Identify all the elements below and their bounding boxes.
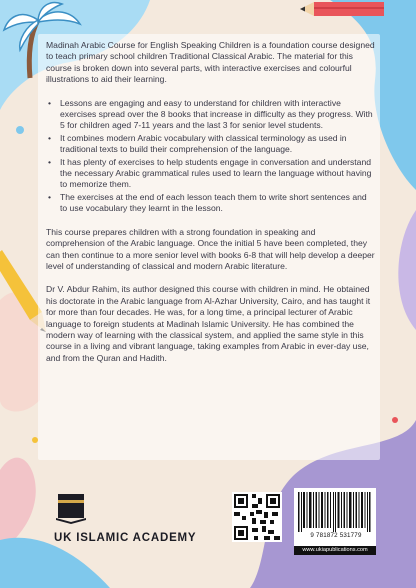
kaaba-book-logo-icon — [54, 490, 88, 524]
publisher-name: UK ISLAMIC ACADEMY — [54, 532, 197, 544]
back-cover-copy — [46, 40, 376, 376]
list-item: • The exercises at the end of each lesson teach them to write short sentences and to use vocabulary they learnt in the lesson. — [60, 192, 376, 215]
list-item: • It combines modern Arabic vocabulary with classical terminology as used in traditional texts to build their comprehension of the language. — [60, 133, 376, 156]
list-item: • Lessons are engaging and easy to understand for children with interactive exercises spread over the 8 books that increase in difficulty as they progress. With 5 for children aged 7-11 years and the last 3 for senior level students. — [60, 98, 376, 132]
qr-code-icon — [232, 492, 282, 542]
feature-list — [46, 98, 376, 215]
author-paragraph: Dr V. Abdur Rahim, its author designed this course with children in mind. He obtained his doctorate in the Arabic language from Al-Azhar University, Cairo, and has taught it for more than four decades. He was, for a long time, a principal lecturer of Arabic language to foreign students at Madinah Islamic University. He has combined the modern way of learning with the classical system, and applied the same style in this course in a living and vibrant language, taking examples from Arabic in ever-day use, and from the Quran and Hadith. — [46, 284, 371, 363]
course-paragraph: This course prepares children with a strong foundation in speaking and comprehension of the Arabic language. Once the initial 5 have been completed, they can then continue to a more senior level with books 6-8 that will help develop a deeper level of understanding of classical and modern Arabic literature. — [46, 226, 375, 271]
pencil-icon — [300, 0, 390, 18]
intro-paragraph: Madinah Arabic Course for English Speaking Children is a foundation course designed to teach primary school children Traditional Classical Arabic. The material for this course is broken down into several parts, with interactive exercises and colourful illustrations to aid their learning. — [46, 40, 375, 85]
barcode-icon — [294, 490, 376, 534]
publisher-url[interactable]: www.ukiapublications.com — [294, 546, 376, 555]
list-item: • It has plenty of exercises to help students engage in conversation and understand the necessary Arabic grammatical rules used to learn the language without having to memorize them. — [60, 157, 376, 191]
isbn-number: 9 781872 531779 — [310, 532, 362, 539]
